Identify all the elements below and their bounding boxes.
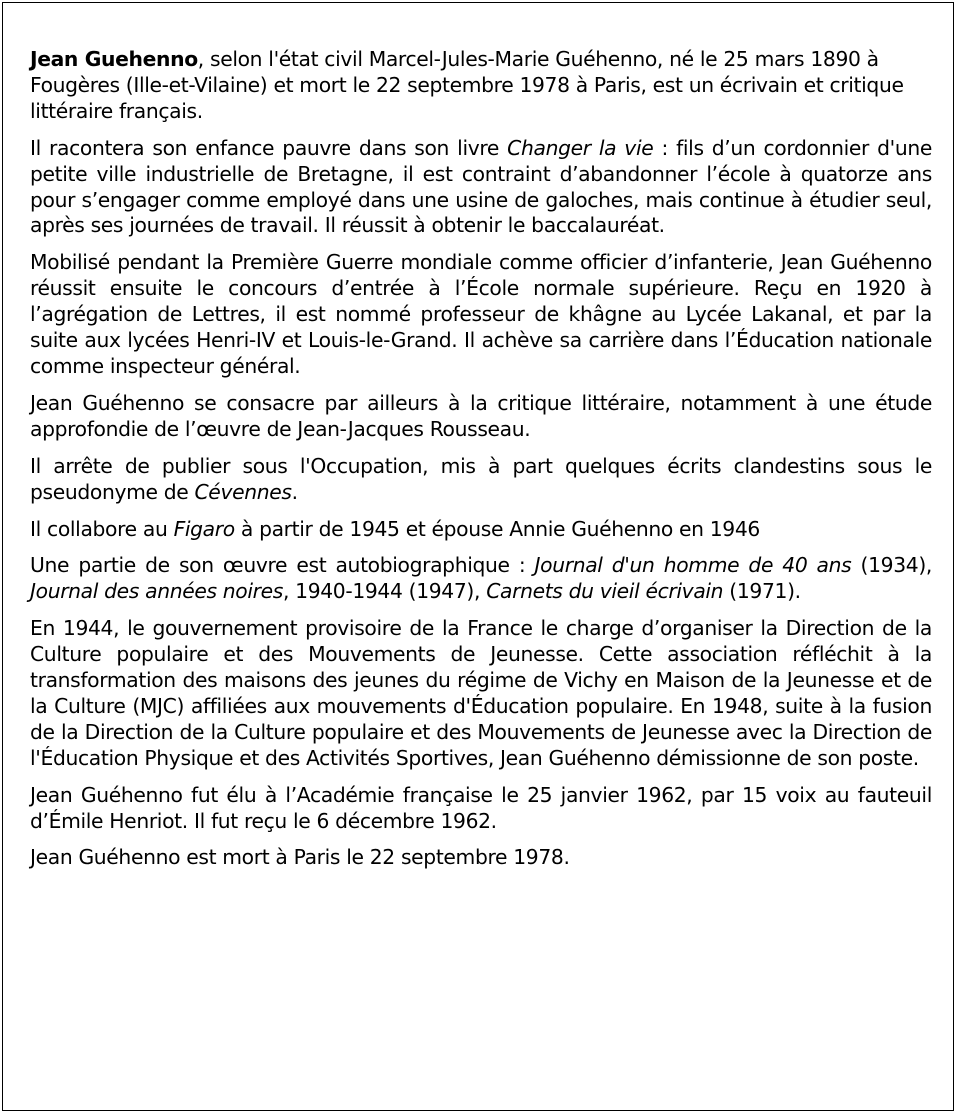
- works-text-c: , 1940-1944 (1947),: [282, 579, 487, 604]
- paragraph-occupation: [30, 454, 932, 506]
- document-frame: [2, 2, 954, 1111]
- paragraph-criticism: Jean Guéhenno se consacre par ailleurs à la critique littéraire, notamment à une étude approfondie de l’œuvre de Jean-Jacques Rousseau.: [30, 390, 932, 441]
- work-title-2: Journal des années noires: [30, 579, 283, 604]
- paragraph-culture-direction: En 1944, le gouvernement provisoire de la France le charge d’organiser la Direction de la Culture populaire et des Mouvements de Jeunesse. Cette association réfléchit à la transformation des maisons des jeunes du régime de Vichy en Maison de la Jeunesse et de la Culture (MJC) affiliées aux mouvements d'Éducation populaire. En 1948, suite à la fusion de la Direction de la Culture populaire et des Mouvements de Jeunesse avec la Direction de l'Éducation Physique et des Activités Sportives, Jean Guéhenno démissionne de son poste.: [30, 616, 932, 770]
- paragraph-death: Jean Guéhenno est mort à Paris le 22 septembre 1978.: [30, 845, 570, 870]
- occupation-text-b: .: [291, 479, 298, 504]
- paragraph-childhood: [30, 136, 932, 240]
- work-title-1: Journal d'un homme de 40 ans: [534, 553, 852, 578]
- book-title: Changer la vie: [507, 135, 654, 160]
- childhood-text-a: Il racontera son enfance pauvre dans son livre: [30, 135, 508, 160]
- intro-text: , selon l'état civil Marcel-Jules-Marie Guéhenno, né le 25 mars 1890 à Fougères (Ille-et-Vilaine) et mort le 22 septembre 1978 à Paris, est un écrivain et critique littéraire français.: [30, 47, 904, 123]
- paragraph-intro: [30, 47, 932, 125]
- paragraph-figaro: [30, 517, 932, 543]
- figaro-text-a: Il collabore au: [30, 516, 174, 541]
- works-text-a: Une partie de son œuvre est autobiographique :: [30, 553, 535, 578]
- subject-name: Jean Guehenno: [30, 47, 198, 71]
- works-text-d: (1971).: [723, 579, 801, 604]
- work-title-3: Carnets du vieil écrivain: [486, 579, 724, 604]
- biography-text: [30, 47, 932, 882]
- paragraph-academie: Jean Guéhenno fut élu à l’Académie française le 25 janvier 1962, par 15 voix au fauteuil d’Émile Henriot. Il fut reçu le 6 décembre 1962.: [30, 782, 932, 833]
- works-text-b: (1934),: [851, 553, 932, 578]
- childhood-text-b: : fils d’un cordonnier d'une petite ville industrielle de Bretagne, il est contraint d’abandonner l’école à quatorze ans pour s’engager comme employé dans une usine de galoches, mais continue à étudier seul, après ses journées de travail. Il réussit à obtenir le baccalauréat.: [30, 135, 932, 238]
- occupation-text-a: Il arrête de publier sous l'Occupation, mis à part quelques écrits clandestins sous le pseudonyme de: [30, 453, 932, 504]
- paragraph-works: [30, 553, 932, 605]
- figaro-text-b: à partir de 1945 et épouse Annie Guéhenno en 1946: [234, 516, 760, 541]
- pseudonym: Cévennes: [194, 479, 292, 504]
- newspaper-name: Figaro: [173, 516, 235, 541]
- paragraph-career: Mobilisé pendant la Première Guerre mondiale comme officier d’infanterie, Jean Guéhenno réussit ensuite le concours d’entrée à l’École normale supérieure. Reçu en 1920 à l’agrégation de Lettres, il est nommé professeur de khâgne au Lycée Lakanal, et par la suite aux lycées Henri-IV et Louis-le-Grand. Il achève sa carrière dans l’Éducation nationale comme inspecteur général.: [30, 250, 932, 378]
